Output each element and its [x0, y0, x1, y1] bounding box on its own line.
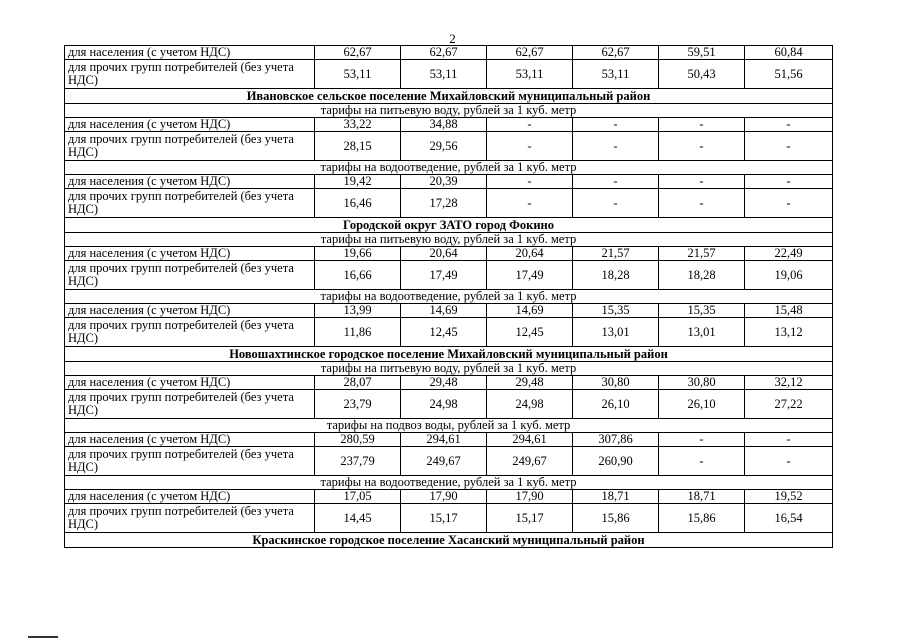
- tariff-value: 21,57: [573, 247, 659, 261]
- tariff-value: 280,59: [315, 433, 401, 447]
- tariff-subheading: тарифы на водоотведение, рублей за 1 куб. метр: [65, 476, 833, 490]
- tariff-value: 53,11: [401, 60, 487, 89]
- tariff-subheading-row: [65, 419, 833, 433]
- tariff-value: 29,48: [401, 376, 487, 390]
- scan-edge-mark: [28, 636, 58, 638]
- tariff-value: 13,01: [573, 318, 659, 347]
- tariff-subheading: тарифы на подвоз воды, рублей за 1 куб. метр: [65, 419, 833, 433]
- row-label: для населения (с учетом НДС): [65, 118, 315, 132]
- section-heading: Ивановское сельское поселение Михайловский муниципальный район: [65, 89, 833, 104]
- row-label: для прочих групп потребителей (без учета НДС): [65, 132, 315, 161]
- tariff-value: 15,86: [659, 504, 745, 533]
- tariff-value: -: [573, 175, 659, 189]
- tariff-value: 13,01: [659, 318, 745, 347]
- tariff-value: 19,52: [745, 490, 833, 504]
- table-row: [65, 447, 833, 476]
- tariff-value: 51,56: [745, 60, 833, 89]
- tariff-value: 24,98: [401, 390, 487, 419]
- row-label: для прочих групп потребителей (без учета НДС): [65, 504, 315, 533]
- tariff-value: 53,11: [573, 60, 659, 89]
- table-row: [65, 175, 833, 189]
- tariff-value: -: [659, 118, 745, 132]
- tariff-subheading-row: [65, 233, 833, 247]
- tariff-value: 30,80: [573, 376, 659, 390]
- tariff-value: -: [487, 132, 573, 161]
- tariff-value: 62,67: [315, 46, 401, 60]
- section-heading-row: [65, 89, 833, 104]
- tariff-value: -: [745, 447, 833, 476]
- tariff-value: 16,66: [315, 261, 401, 290]
- table-row: [65, 490, 833, 504]
- table-row: [65, 118, 833, 132]
- row-label: для прочих групп потребителей (без учета НДС): [65, 60, 315, 89]
- tariff-value: 32,12: [745, 376, 833, 390]
- tariff-value: 23,79: [315, 390, 401, 419]
- tariff-value: -: [745, 433, 833, 447]
- tariff-value: 60,84: [745, 46, 833, 60]
- tariff-value: -: [659, 189, 745, 218]
- tariff-value: 53,11: [315, 60, 401, 89]
- tariff-value: 12,45: [487, 318, 573, 347]
- tariff-value: 12,45: [401, 318, 487, 347]
- row-label: для прочих групп потребителей (без учета НДС): [65, 390, 315, 419]
- tariff-value: -: [745, 175, 833, 189]
- tariff-value: -: [659, 132, 745, 161]
- table-row: [65, 60, 833, 89]
- row-label: для населения (с учетом НДС): [65, 247, 315, 261]
- tariff-value: 34,88: [401, 118, 487, 132]
- row-label: для населения (с учетом НДС): [65, 175, 315, 189]
- tariff-subheading: тарифы на водоотведение, рублей за 1 куб. метр: [65, 161, 833, 175]
- row-label: для населения (с учетом НДС): [65, 490, 315, 504]
- section-heading-row: [65, 218, 833, 233]
- tariff-value: 17,49: [401, 261, 487, 290]
- tariff-value: -: [573, 189, 659, 218]
- tariff-subheading: тарифы на питьевую воду, рублей за 1 куб. метр: [65, 104, 833, 118]
- table-row: [65, 247, 833, 261]
- tariff-value: 13,12: [745, 318, 833, 347]
- tariff-value: 15,17: [487, 504, 573, 533]
- table-row: [65, 376, 833, 390]
- tariff-value: 19,06: [745, 261, 833, 290]
- section-heading: Городской округ ЗАТО город Фокино: [65, 218, 833, 233]
- row-label: для населения (с учетом НДС): [65, 304, 315, 318]
- tariff-value: 17,28: [401, 189, 487, 218]
- tariff-value: -: [745, 189, 833, 218]
- tariff-value: 62,67: [573, 46, 659, 60]
- tariff-value: 18,28: [573, 261, 659, 290]
- tariff-value: 16,54: [745, 504, 833, 533]
- tariff-value: 27,22: [745, 390, 833, 419]
- table-row: [65, 189, 833, 218]
- tariff-value: -: [745, 132, 833, 161]
- row-label: для прочих групп потребителей (без учета НДС): [65, 318, 315, 347]
- tariff-value: -: [487, 175, 573, 189]
- tariff-subheading-row: [65, 362, 833, 376]
- tariff-value: 237,79: [315, 447, 401, 476]
- table-row: [65, 304, 833, 318]
- tariff-value: 15,17: [401, 504, 487, 533]
- tariff-value: 18,28: [659, 261, 745, 290]
- tariff-value: -: [745, 118, 833, 132]
- tariff-value: -: [573, 132, 659, 161]
- tariff-value: 17,49: [487, 261, 573, 290]
- tariff-value: -: [573, 118, 659, 132]
- tariff-value: 14,69: [487, 304, 573, 318]
- tariff-value: 62,67: [401, 46, 487, 60]
- tariff-value: 249,67: [401, 447, 487, 476]
- tariff-value: 26,10: [573, 390, 659, 419]
- tariff-value: 28,07: [315, 376, 401, 390]
- tariff-subheading-row: [65, 161, 833, 175]
- tariff-value: 24,98: [487, 390, 573, 419]
- tariff-value: 17,05: [315, 490, 401, 504]
- tariff-value: 33,22: [315, 118, 401, 132]
- tariff-value: 11,86: [315, 318, 401, 347]
- tariff-value: 18,71: [659, 490, 745, 504]
- tariff-value: 19,66: [315, 247, 401, 261]
- tariff-value: -: [487, 189, 573, 218]
- table-row: [65, 433, 833, 447]
- tariff-value: 20,64: [487, 247, 573, 261]
- tariff-value: 18,71: [573, 490, 659, 504]
- tariff-subheading-row: [65, 476, 833, 490]
- row-label: для населения (с учетом НДС): [65, 376, 315, 390]
- tariff-value: 26,10: [659, 390, 745, 419]
- tariff-value: 249,67: [487, 447, 573, 476]
- table-row: [65, 132, 833, 161]
- tariff-value: 14,45: [315, 504, 401, 533]
- table-row: [65, 504, 833, 533]
- row-label: для прочих групп потребителей (без учета НДС): [65, 261, 315, 290]
- tariff-value: 14,69: [401, 304, 487, 318]
- tariff-value: 30,80: [659, 376, 745, 390]
- tariff-value: 260,90: [573, 447, 659, 476]
- tariff-value: 15,35: [573, 304, 659, 318]
- tariff-value: 29,56: [401, 132, 487, 161]
- tariff-value: 15,48: [745, 304, 833, 318]
- tariff-value: 59,51: [659, 46, 745, 60]
- tariff-value: 62,67: [487, 46, 573, 60]
- tariff-table: [64, 45, 833, 548]
- tariff-subheading: тарифы на водоотведение, рублей за 1 куб. метр: [65, 290, 833, 304]
- tariff-value: 15,86: [573, 504, 659, 533]
- tariff-value: -: [659, 433, 745, 447]
- tariff-subheading-row: [65, 290, 833, 304]
- table-row: [65, 390, 833, 419]
- table-row: [65, 46, 833, 60]
- tariff-subheading: тарифы на питьевую воду, рублей за 1 куб. метр: [65, 233, 833, 247]
- tariff-value: 21,57: [659, 247, 745, 261]
- tariff-value: 53,11: [487, 60, 573, 89]
- page-number: 2: [449, 31, 456, 46]
- row-label: для населения (с учетом НДС): [65, 46, 315, 60]
- table-row: [65, 318, 833, 347]
- tariff-value: -: [659, 447, 745, 476]
- tariff-subheading-row: [65, 104, 833, 118]
- section-heading-row: [65, 533, 833, 548]
- row-label: для прочих групп потребителей (без учета НДС): [65, 189, 315, 218]
- tariff-value: 50,43: [659, 60, 745, 89]
- tariff-value: -: [487, 118, 573, 132]
- tariff-value: 16,46: [315, 189, 401, 218]
- tariff-value: 17,90: [401, 490, 487, 504]
- tariff-value: 307,86: [573, 433, 659, 447]
- row-label: для прочих групп потребителей (без учета НДС): [65, 447, 315, 476]
- tariff-value: 15,35: [659, 304, 745, 318]
- tariff-value: 22,49: [745, 247, 833, 261]
- tariff-value: 294,61: [487, 433, 573, 447]
- tariff-value: 20,64: [401, 247, 487, 261]
- tariff-value: 13,99: [315, 304, 401, 318]
- section-heading-row: [65, 347, 833, 362]
- section-heading: Краскинское городское поселение Хасанский муниципальный район: [65, 533, 833, 548]
- table-row: [65, 261, 833, 290]
- tariff-value: -: [659, 175, 745, 189]
- row-label: для населения (с учетом НДС): [65, 433, 315, 447]
- tariff-value: 28,15: [315, 132, 401, 161]
- section-heading: Новошахтинское городское поселение Михайловский муниципальный район: [65, 347, 833, 362]
- tariff-value: 20,39: [401, 175, 487, 189]
- tariff-subheading: тарифы на питьевую воду, рублей за 1 куб. метр: [65, 362, 833, 376]
- tariff-value: 17,90: [487, 490, 573, 504]
- tariff-value: 29,48: [487, 376, 573, 390]
- tariff-value: 19,42: [315, 175, 401, 189]
- tariff-value: 294,61: [401, 433, 487, 447]
